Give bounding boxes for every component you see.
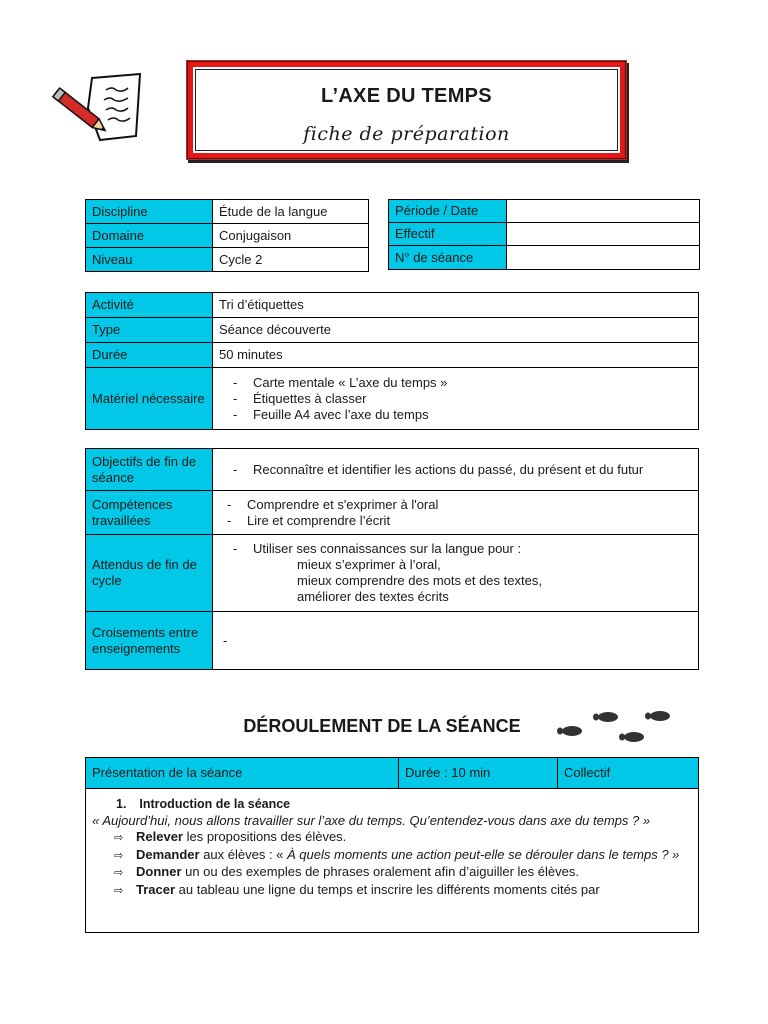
list-item: - Étiquettes à classer — [227, 391, 692, 407]
deroulement-content — [86, 789, 699, 933]
materiel-list — [227, 375, 692, 423]
info-table-left — [85, 199, 369, 272]
hollow-right-arrow-icon: ⇨ — [114, 867, 124, 879]
intro-quote: « Aujourd’hui, nous allons travailler sur l’axe du temps. Qu’entendez-vous dans axe du temps ? » — [92, 812, 651, 828]
objectifs-cell — [213, 449, 699, 491]
deroulement-table — [85, 757, 699, 933]
presentation-label: Présentation de la séance — [86, 758, 399, 789]
hollow-right-arrow-icon: ⇨ — [114, 832, 124, 844]
attendus-label: Attendus de fin de cycle — [86, 535, 213, 612]
list-item: - Comprendre et s'exprimer à l'oral — [221, 497, 692, 513]
domaine-value: Conjugaison — [213, 224, 369, 248]
effectif-label: Effectif — [389, 223, 507, 246]
list-item: - Reconnaître et identifier les actions du passé, du présent et du futur — [227, 462, 692, 478]
page-title: L’AXE DU TEMPS — [321, 85, 492, 107]
hollow-right-arrow-icon: ⇨ — [114, 884, 124, 897]
footprints-icon — [556, 706, 678, 746]
bullet-item: ⇨ Relever les propositions des élèves. — [92, 829, 692, 847]
discipline-label: Discipline — [86, 200, 213, 224]
activite-value: Tri d’étiquettes — [213, 293, 699, 318]
duree-label: Durée — [86, 343, 213, 368]
list-item: - Feuille A4 avec l’axe du temps — [227, 407, 692, 423]
type-value: Séance découverte — [213, 318, 699, 343]
list-item: mieux s’exprimer à l’oral, — [297, 557, 441, 572]
step-title: Introduction de la séance — [139, 797, 291, 811]
list-item: - Lire et comprendre l’écrit — [221, 513, 692, 529]
croisements-value: - — [213, 612, 699, 670]
list-item: améliorer des textes écrits — [297, 589, 449, 604]
step-number: 1. — [116, 797, 127, 811]
niveau-value: Cycle 2 — [213, 248, 369, 272]
objectifs-label: Objectifs de fin de séance — [86, 449, 213, 491]
title-frame — [186, 60, 627, 160]
page-subtitle: fiche de préparation — [303, 123, 510, 145]
bullet-item: ⇨ Donner un ou des exemples de phrases oralement afin d’aiguiller les élèves. — [92, 864, 692, 882]
effectif-value — [507, 223, 700, 246]
bullet-item: ⇨ Demander aux élèves : « À quels moments une action peut-elle se dérouler dans le temps ? » — [92, 847, 692, 865]
deroulement-title: DÉROULEMENT DE LA SÉANCE — [243, 716, 521, 736]
type-label: Type — [86, 318, 213, 343]
list-item: - Utiliser ses connaissances sur la langue pour : — [227, 541, 692, 557]
objectives-table — [85, 448, 699, 670]
attendus-cell — [213, 535, 699, 612]
bullet-item: ⇨ Tracer au tableau une ligne du temps et inscrire les différents moments cités par — [92, 882, 692, 900]
mode-label: Collectif — [558, 758, 699, 789]
activity-table — [85, 292, 699, 430]
competences-cell — [213, 491, 699, 535]
objectifs-list — [227, 462, 692, 478]
competences-label: Compétences travaillées — [86, 491, 213, 535]
attendus-list — [227, 541, 692, 605]
list-item: - Carte mentale « L’axe du temps » — [227, 375, 692, 391]
pencil-paper-icon — [48, 70, 144, 146]
seance-number-label: N° de séance — [389, 246, 507, 270]
periode-label: Période / Date — [389, 200, 507, 223]
discipline-value: Étude de la langue — [213, 200, 369, 224]
materiel-label: Matériel nécessaire — [86, 368, 213, 430]
periode-value — [507, 200, 700, 223]
domaine-label: Domaine — [86, 224, 213, 248]
activite-label: Activité — [86, 293, 213, 318]
materiel-cell — [213, 368, 699, 430]
duree-value: 50 minutes — [213, 343, 699, 368]
niveau-label: Niveau — [86, 248, 213, 272]
list-item: mieux comprendre des mots et des textes, — [297, 573, 542, 588]
croisements-label: Croisements entre enseignements — [86, 612, 213, 670]
duree-seance-label: Durée : 10 min — [399, 758, 558, 789]
seance-number-value — [507, 246, 700, 270]
info-table-right — [388, 199, 700, 270]
competences-list — [221, 497, 692, 529]
hollow-right-arrow-icon: ⇨ — [114, 849, 124, 862]
